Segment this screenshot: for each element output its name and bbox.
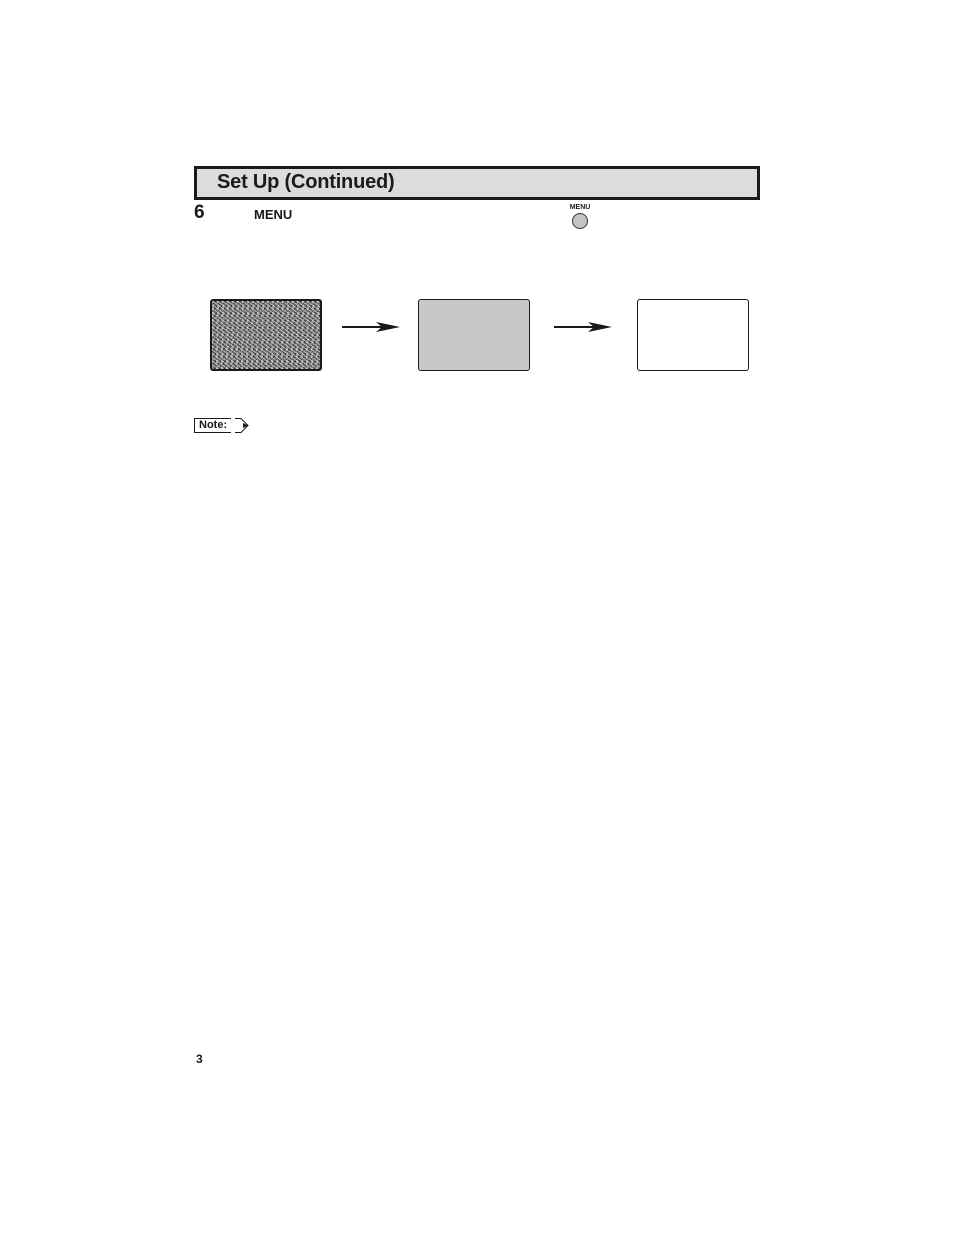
arrow-right-icon xyxy=(342,320,400,334)
noise-screen-illustration xyxy=(210,299,322,371)
menu-key-icon xyxy=(566,204,594,230)
note-label: Note: xyxy=(194,418,231,433)
gray-screen-illustration xyxy=(418,299,530,371)
section-header xyxy=(194,166,760,200)
menu-button-icon xyxy=(572,213,588,229)
arrow-right-icon xyxy=(554,320,612,334)
page-number: 3 xyxy=(196,1052,203,1066)
step-number: 6 xyxy=(194,202,205,223)
note-pointer-icon xyxy=(235,418,249,433)
step-menu-label: MENU xyxy=(254,207,293,222)
menu-key-label: MENU xyxy=(569,204,591,211)
section-title: Set Up (Continued) xyxy=(217,171,395,193)
blank-screen-illustration xyxy=(637,299,749,371)
